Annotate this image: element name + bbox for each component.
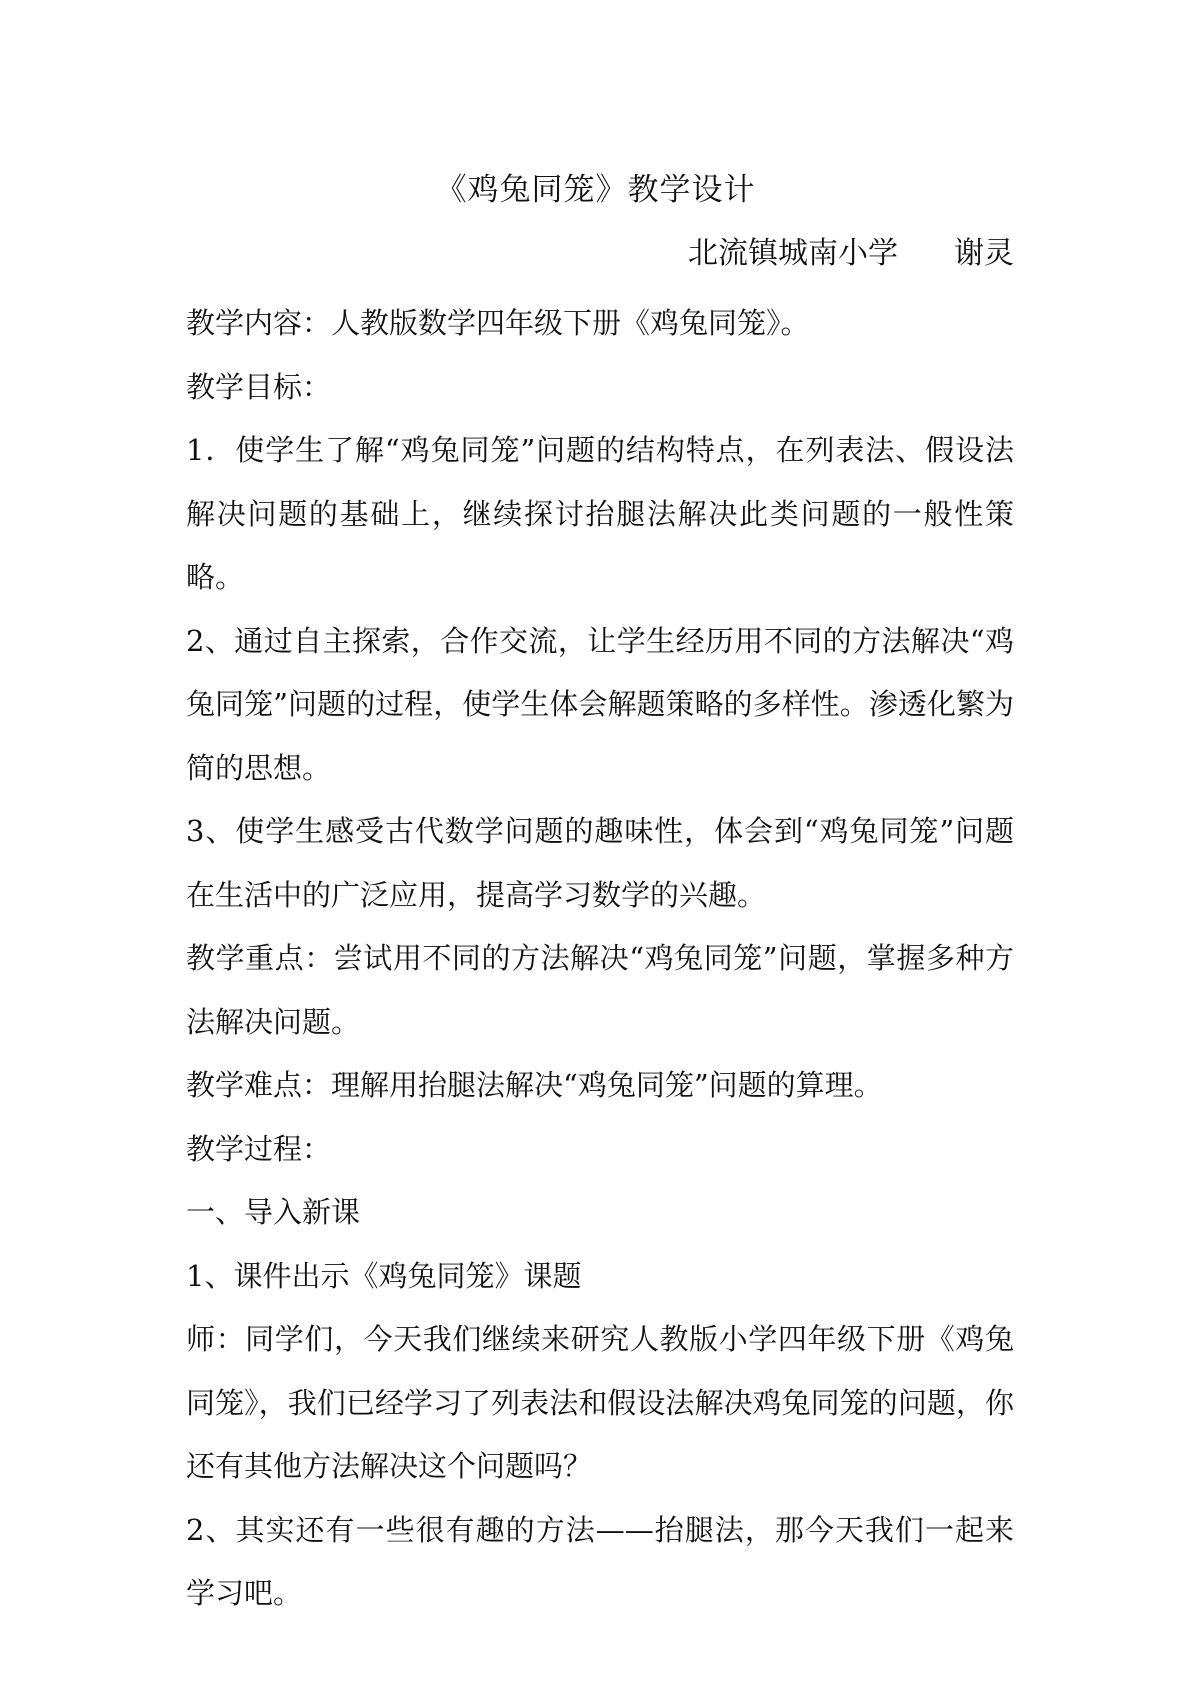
paragraph-difficulties: 教学难点：理解用抬腿法解决“鸡兔同笼”问题的算理。 (186, 1068, 883, 1102)
author-name: 谢灵 (954, 236, 1014, 271)
paragraph-objectives-heading: 教学目标： (186, 369, 332, 404)
paragraph-step-1: 1、课件出示《鸡兔同笼》课题 (186, 1258, 582, 1293)
document-body (186, 292, 1014, 1626)
paragraph-objective-1: 1．使学生了解“鸡兔同笼”问题的结构特点，在列表法、假设法解决问题的基础上，继续探讨抬腿法解决此类问题的一般性策略。 (186, 433, 1014, 594)
paragraph-key-points: 教学重点：尝试用不同的方法解决“鸡兔同笼”问题，掌握多种方法解决问题。 (186, 941, 1014, 1039)
paragraph-process-heading: 教学过程： (186, 1131, 332, 1166)
paragraph-section-1-heading: 一、导入新课 (186, 1195, 361, 1229)
author-school: 北流镇城南小学 (688, 236, 898, 271)
document-title: 《鸡兔同笼》教学设计 (435, 172, 756, 208)
paragraph-teaching-content: 教学内容：人教版数学四年级下册《鸡兔同笼》。 (186, 306, 810, 340)
paragraph-step-2: 2、其实还有一些很有趣的方法——抬腿法，那今天我们一起来学习吧。 (186, 1512, 1014, 1610)
paragraph-teacher-speech: 师：同学们，今天我们继续来研究人教版小学四年级下册《鸡兔同笼》，我们已经学习了列表法和假设法解决鸡兔同笼的问题，你还有其他方法解决这个问题吗？ (186, 1322, 1014, 1483)
paragraph-objective-2: 2、通过自主探索，合作交流，让学生经历用不同的方法解决“鸡兔同笼”问题的过程，使学生体会解题策略的多样性。渗透化繁为简的思想。 (186, 623, 1014, 785)
paragraph-objective-3: 3、使学生感受古代数学问题的趣味性，体会到“鸡兔同笼”问题在生活中的广泛应用，提高学习数学的兴趣。 (186, 814, 1014, 912)
author-line (186, 232, 1014, 276)
